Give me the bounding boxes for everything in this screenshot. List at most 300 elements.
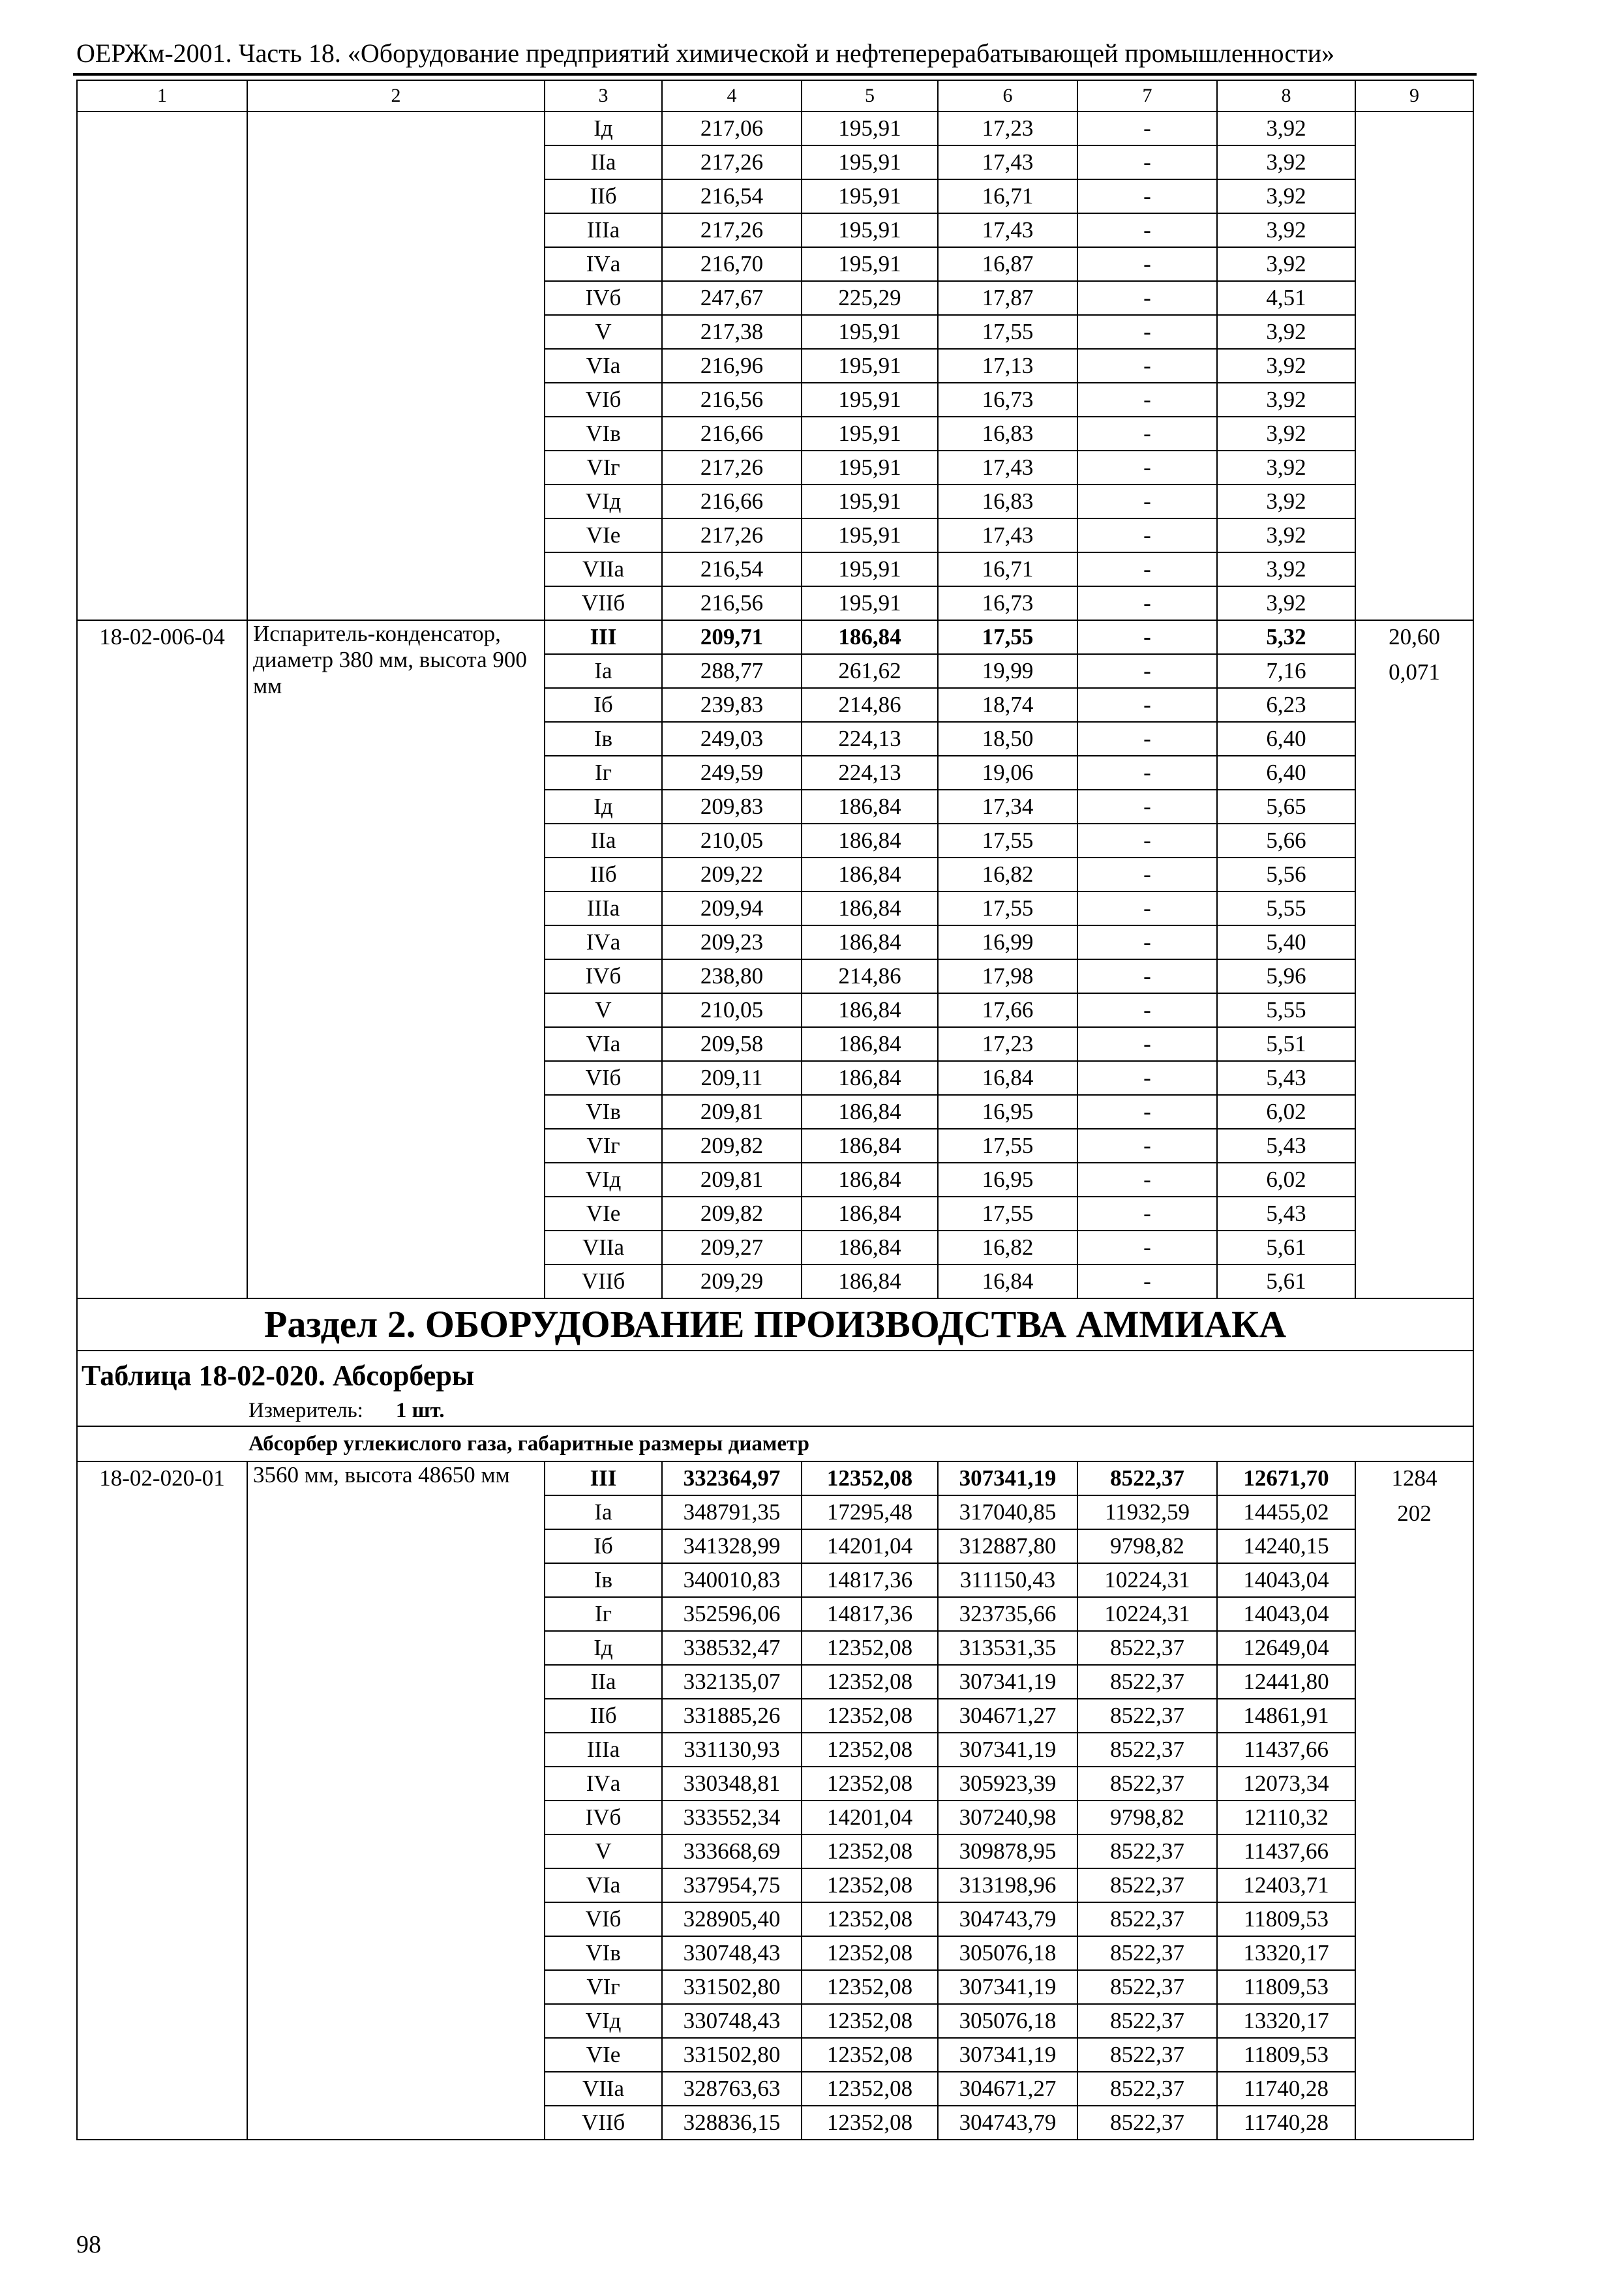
value-cell: 17,23: [938, 1027, 1077, 1061]
value-cell: 3,92: [1217, 552, 1355, 586]
value-cell: 225,29: [802, 281, 938, 315]
value-cell: 11809,53: [1217, 1902, 1355, 1936]
value-cell: 14201,04: [802, 1801, 938, 1834]
value-cell: -: [1077, 518, 1217, 552]
value-cell: 12352,08: [802, 2072, 938, 2106]
value-cell: 11809,53: [1217, 2038, 1355, 2072]
subheader: Абсорбер углекислого газа, габаритные размеры диаметр: [77, 1426, 1473, 1461]
value-cell: 247,67: [662, 281, 802, 315]
value-cell: 12649,04: [1217, 1631, 1355, 1665]
value-cell: -: [1077, 417, 1217, 451]
value-cell: 9798,82: [1077, 1529, 1217, 1563]
value-cell: 216,54: [662, 179, 802, 213]
value-cell: 195,91: [802, 417, 938, 451]
section-title: Раздел 2. ОБОРУДОВАНИЕ ПРОИЗВОДСТВА АММИАКА: [77, 1298, 1473, 1351]
value-cell: 12352,08: [802, 1767, 938, 1801]
value-cell: 12352,08: [802, 1699, 938, 1733]
value-cell: 304743,79: [938, 2106, 1077, 2140]
value-cell: 3,92: [1217, 145, 1355, 179]
value-cell: 217,26: [662, 518, 802, 552]
value-cell: 195,91: [802, 586, 938, 620]
value-cell: -: [1077, 112, 1217, 145]
value-cell: 305076,18: [938, 2004, 1077, 2038]
value-cell: 8522,37: [1077, 1834, 1217, 1868]
value-cell: 12352,08: [802, 1665, 938, 1699]
zone-cell: IIа: [545, 145, 662, 179]
value-cell: 307240,98: [938, 1801, 1077, 1834]
zone-cell: Iд: [545, 790, 662, 824]
value-cell: 12352,08: [802, 2106, 938, 2140]
value-cell: 340010,83: [662, 1563, 802, 1597]
zone-cell: IIIа: [545, 1733, 662, 1767]
value-cell: 186,84: [802, 1163, 938, 1197]
value-cell: -: [1077, 1027, 1217, 1061]
value-cell: 216,56: [662, 586, 802, 620]
value-cell: 216,54: [662, 552, 802, 586]
value-cell: 249,03: [662, 722, 802, 756]
value-cell: 224,13: [802, 756, 938, 790]
value-cell: 186,84: [802, 620, 938, 654]
zone-cell: IIа: [545, 1665, 662, 1699]
value-cell: 13320,17: [1217, 1936, 1355, 1970]
value-cell: 16,71: [938, 552, 1077, 586]
value-cell: 305923,39: [938, 1767, 1077, 1801]
zone-cell: VIд: [545, 1163, 662, 1197]
value-cell: -: [1077, 993, 1217, 1027]
zone-cell: VIб: [545, 1902, 662, 1936]
value-cell: 19,99: [938, 654, 1077, 688]
value-cell: 195,91: [802, 552, 938, 586]
value-cell: 18,50: [938, 722, 1077, 756]
value-cell: 14043,04: [1217, 1563, 1355, 1597]
value-cell: 10224,31: [1077, 1597, 1217, 1631]
zone-cell: VIг: [545, 451, 662, 485]
value-cell: 210,05: [662, 993, 802, 1027]
zone-cell: IIб: [545, 858, 662, 891]
zone-cell: IVб: [545, 1801, 662, 1834]
value-cell: 8522,37: [1077, 1868, 1217, 1902]
value-cell: 5,66: [1217, 824, 1355, 858]
value-cell: 216,70: [662, 247, 802, 281]
value-cell: -: [1077, 383, 1217, 417]
table-title: Таблица 18-02-020. Абсорберы: [82, 1360, 475, 1392]
value-cell: 348791,35: [662, 1495, 802, 1529]
value-cell: 16,71: [938, 179, 1077, 213]
value-cell: -: [1077, 925, 1217, 959]
value-cell: -: [1077, 722, 1217, 756]
zone-cell: IVа: [545, 247, 662, 281]
value-cell: 14043,04: [1217, 1597, 1355, 1631]
value-cell: 3,92: [1217, 383, 1355, 417]
value-cell: 12352,08: [802, 1631, 938, 1665]
column-number-row: [77, 80, 1473, 112]
value-cell: -: [1077, 349, 1217, 383]
value-cell: 5,51: [1217, 1027, 1355, 1061]
value-cell: 17,55: [938, 891, 1077, 925]
value-cell: 12441,80: [1217, 1665, 1355, 1699]
zone-cell: Iг: [545, 1597, 662, 1631]
zone-cell: III: [545, 1461, 662, 1495]
value-cell: 16,95: [938, 1163, 1077, 1197]
value-cell: 331502,80: [662, 2038, 802, 2072]
value-cell: 8522,37: [1077, 1902, 1217, 1936]
value-cell: 209,71: [662, 620, 802, 654]
value-cell: 328763,63: [662, 2072, 802, 2106]
zone-cell: VIв: [545, 417, 662, 451]
zone-cell: Iд: [545, 1631, 662, 1665]
zone-cell: IIIа: [545, 891, 662, 925]
zone-cell: IVа: [545, 925, 662, 959]
value-cell: 330348,81: [662, 1767, 802, 1801]
value-cell: 5,32: [1217, 620, 1355, 654]
value-cell: 338532,47: [662, 1631, 802, 1665]
value-cell: 12352,08: [802, 1970, 938, 2004]
table-row: [77, 112, 1473, 145]
value-cell: 312887,80: [938, 1529, 1077, 1563]
column-number: 6: [938, 80, 1077, 112]
value-cell: 12352,08: [802, 1936, 938, 1970]
value-cell: 217,06: [662, 112, 802, 145]
name-cell: Испаритель-конденсатор, диаметр 380 мм, высота 900 мм: [247, 620, 545, 1298]
value-cell: 239,83: [662, 688, 802, 722]
value-cell: 3,92: [1217, 213, 1355, 247]
value-cell: 261,62: [802, 654, 938, 688]
name-cell: 3560 мм, высота 48650 мм: [247, 1461, 545, 2140]
value-cell: 209,81: [662, 1163, 802, 1197]
value-cell: 209,82: [662, 1129, 802, 1163]
zone-cell: VIд: [545, 485, 662, 518]
value-cell: 195,91: [802, 112, 938, 145]
zone-cell: VIв: [545, 1095, 662, 1129]
value-cell: 195,91: [802, 518, 938, 552]
value-cell: 186,84: [802, 1095, 938, 1129]
value-cell: 17,55: [938, 1197, 1077, 1231]
value-cell: -: [1077, 213, 1217, 247]
value-cell: 12352,08: [802, 1902, 938, 1936]
value-cell: 12352,08: [802, 1461, 938, 1495]
value-cell: 17,43: [938, 213, 1077, 247]
zone-cell: Iд: [545, 112, 662, 145]
value-cell: 249,59: [662, 756, 802, 790]
zone-cell: Iа: [545, 1495, 662, 1529]
value-cell: 195,91: [802, 145, 938, 179]
col9-value: 202: [1397, 1500, 1432, 1526]
value-cell: 330748,43: [662, 1936, 802, 1970]
table-title-cell: [77, 1351, 1473, 1426]
value-cell: 195,91: [802, 383, 938, 417]
zone-cell: Iв: [545, 722, 662, 756]
value-cell: 352596,06: [662, 1597, 802, 1631]
value-cell: 8522,37: [1077, 1631, 1217, 1665]
value-cell: 14240,15: [1217, 1529, 1355, 1563]
value-cell: -: [1077, 1264, 1217, 1298]
value-cell: 12352,08: [802, 1733, 938, 1767]
value-cell: 8522,37: [1077, 1461, 1217, 1495]
column-number: 1: [77, 80, 247, 112]
value-cell: 210,05: [662, 824, 802, 858]
value-cell: 10224,31: [1077, 1563, 1217, 1597]
col9-cell: [1355, 620, 1473, 1298]
value-cell: -: [1077, 620, 1217, 654]
value-cell: -: [1077, 552, 1217, 586]
col9-cell: [1355, 112, 1473, 620]
value-cell: 14861,91: [1217, 1699, 1355, 1733]
value-cell: 14817,36: [802, 1597, 938, 1631]
code-cell: 18-02-020-01: [77, 1461, 247, 2140]
value-cell: 331502,80: [662, 1970, 802, 2004]
value-cell: 311150,43: [938, 1563, 1077, 1597]
value-cell: 209,94: [662, 891, 802, 925]
value-cell: 333552,34: [662, 1801, 802, 1834]
value-cell: 333668,69: [662, 1834, 802, 1868]
value-cell: 5,61: [1217, 1231, 1355, 1264]
zone-cell: VIв: [545, 1936, 662, 1970]
value-cell: 4,51: [1217, 281, 1355, 315]
value-cell: -: [1077, 688, 1217, 722]
value-cell: 16,82: [938, 858, 1077, 891]
value-cell: 186,84: [802, 1027, 938, 1061]
value-cell: 17,23: [938, 112, 1077, 145]
zone-cell: VIа: [545, 349, 662, 383]
value-cell: 186,84: [802, 1231, 938, 1264]
value-cell: 11437,66: [1217, 1834, 1355, 1868]
value-cell: 6,40: [1217, 722, 1355, 756]
value-cell: -: [1077, 247, 1217, 281]
value-cell: 16,84: [938, 1061, 1077, 1095]
value-cell: 12352,08: [802, 1834, 938, 1868]
value-cell: -: [1077, 790, 1217, 824]
col9-cell: [1355, 1461, 1473, 2140]
zone-cell: VIд: [545, 2004, 662, 2038]
value-cell: 5,56: [1217, 858, 1355, 891]
value-cell: 16,82: [938, 1231, 1077, 1264]
zone-cell: III: [545, 620, 662, 654]
value-cell: 331885,26: [662, 1699, 802, 1733]
value-cell: 9798,82: [1077, 1801, 1217, 1834]
value-cell: 8522,37: [1077, 1733, 1217, 1767]
column-number: 3: [545, 80, 662, 112]
value-cell: 12352,08: [802, 2004, 938, 2038]
value-cell: 3,92: [1217, 518, 1355, 552]
col9-value: 1284: [1391, 1465, 1437, 1491]
value-cell: 8522,37: [1077, 2038, 1217, 2072]
value-cell: -: [1077, 281, 1217, 315]
value-cell: 3,92: [1217, 112, 1355, 145]
value-cell: 288,77: [662, 654, 802, 688]
value-cell: 209,29: [662, 1264, 802, 1298]
value-cell: 17295,48: [802, 1495, 938, 1529]
value-cell: -: [1077, 485, 1217, 518]
value-cell: 209,83: [662, 790, 802, 824]
value-cell: 186,84: [802, 1264, 938, 1298]
value-cell: 17,34: [938, 790, 1077, 824]
value-cell: 217,26: [662, 145, 802, 179]
value-cell: 7,16: [1217, 654, 1355, 688]
value-cell: 16,73: [938, 383, 1077, 417]
value-cell: 323735,66: [938, 1597, 1077, 1631]
value-cell: 14817,36: [802, 1563, 938, 1597]
value-cell: -: [1077, 858, 1217, 891]
value-cell: -: [1077, 1129, 1217, 1163]
value-cell: 209,23: [662, 925, 802, 959]
col9-value: 0,071: [1389, 659, 1440, 685]
value-cell: 16,83: [938, 485, 1077, 518]
value-cell: -: [1077, 586, 1217, 620]
value-cell: 186,84: [802, 1129, 938, 1163]
value-cell: 8522,37: [1077, 1970, 1217, 2004]
value-cell: 209,82: [662, 1197, 802, 1231]
value-cell: 3,92: [1217, 315, 1355, 349]
value-cell: 317040,85: [938, 1495, 1077, 1529]
value-cell: 17,55: [938, 620, 1077, 654]
value-cell: -: [1077, 756, 1217, 790]
table-row: [77, 620, 1473, 654]
value-cell: 216,96: [662, 349, 802, 383]
value-cell: 17,43: [938, 145, 1077, 179]
value-cell: 6,02: [1217, 1095, 1355, 1129]
zone-cell: V: [545, 1834, 662, 1868]
zone-cell: V: [545, 993, 662, 1027]
value-cell: 238,80: [662, 959, 802, 993]
column-number: 5: [802, 80, 938, 112]
zone-cell: IIIа: [545, 213, 662, 247]
value-cell: 8522,37: [1077, 2106, 1217, 2140]
value-cell: 6,40: [1217, 756, 1355, 790]
value-cell: 5,40: [1217, 925, 1355, 959]
value-cell: 195,91: [802, 179, 938, 213]
value-cell: 12073,34: [1217, 1767, 1355, 1801]
value-cell: -: [1077, 315, 1217, 349]
value-cell: 17,43: [938, 451, 1077, 485]
value-cell: 11809,53: [1217, 1970, 1355, 2004]
zone-cell: IIб: [545, 179, 662, 213]
value-cell: 209,58: [662, 1027, 802, 1061]
value-cell: 11437,66: [1217, 1733, 1355, 1767]
value-cell: 17,43: [938, 518, 1077, 552]
value-cell: 214,86: [802, 959, 938, 993]
value-cell: 186,84: [802, 993, 938, 1027]
value-cell: 14201,04: [802, 1529, 938, 1563]
value-cell: 5,43: [1217, 1129, 1355, 1163]
value-cell: 195,91: [802, 349, 938, 383]
header-rule: [73, 73, 1477, 76]
zone-cell: VIе: [545, 2038, 662, 2072]
value-cell: 224,13: [802, 722, 938, 756]
value-cell: 186,84: [802, 790, 938, 824]
running-header: ОЕРЖм-2001. Часть 18. «Оборудование предприятий химической и нефтеперерабатывающей промышленности»: [76, 38, 1335, 68]
value-cell: 309878,95: [938, 1834, 1077, 1868]
value-cell: 304671,27: [938, 2072, 1077, 2106]
value-cell: 209,81: [662, 1095, 802, 1129]
value-cell: 16,73: [938, 586, 1077, 620]
value-cell: 13320,17: [1217, 2004, 1355, 2038]
value-cell: 16,84: [938, 1264, 1077, 1298]
value-cell: 186,84: [802, 1197, 938, 1231]
value-cell: -: [1077, 1197, 1217, 1231]
value-cell: 17,66: [938, 993, 1077, 1027]
column-number: 4: [662, 80, 802, 112]
value-cell: 3,92: [1217, 349, 1355, 383]
value-cell: 16,83: [938, 417, 1077, 451]
value-cell: 17,98: [938, 959, 1077, 993]
value-cell: 195,91: [802, 247, 938, 281]
table-title-row: [77, 1351, 1473, 1426]
value-cell: 3,92: [1217, 586, 1355, 620]
value-cell: 307341,19: [938, 1733, 1077, 1767]
value-cell: 11740,28: [1217, 2106, 1355, 2140]
value-cell: 307341,19: [938, 1970, 1077, 2004]
page-number: 98: [76, 2231, 101, 2258]
zone-cell: IVа: [545, 1767, 662, 1801]
value-cell: 313198,96: [938, 1868, 1077, 1902]
value-cell: 3,92: [1217, 451, 1355, 485]
value-cell: 16,95: [938, 1095, 1077, 1129]
value-cell: 186,84: [802, 824, 938, 858]
value-cell: -: [1077, 451, 1217, 485]
value-cell: 12352,08: [802, 2038, 938, 2072]
name-cell: [247, 112, 545, 620]
column-number: 8: [1217, 80, 1355, 112]
zone-cell: Iв: [545, 1563, 662, 1597]
value-cell: 341328,99: [662, 1529, 802, 1563]
value-cell: 195,91: [802, 213, 938, 247]
value-cell: 5,43: [1217, 1061, 1355, 1095]
value-cell: 304743,79: [938, 1902, 1077, 1936]
value-cell: 3,92: [1217, 247, 1355, 281]
value-cell: 337954,75: [662, 1868, 802, 1902]
value-cell: 8522,37: [1077, 1665, 1217, 1699]
zone-cell: Iг: [545, 756, 662, 790]
value-cell: -: [1077, 891, 1217, 925]
value-cell: 8522,37: [1077, 1699, 1217, 1733]
column-number: 9: [1355, 80, 1473, 112]
column-number: 2: [247, 80, 545, 112]
zone-cell: VIе: [545, 518, 662, 552]
value-cell: 18,74: [938, 688, 1077, 722]
zone-cell: VIIб: [545, 1264, 662, 1298]
value-cell: 217,26: [662, 451, 802, 485]
zone-cell: IVб: [545, 281, 662, 315]
value-cell: 17,55: [938, 1129, 1077, 1163]
value-cell: 186,84: [802, 891, 938, 925]
value-cell: 12352,08: [802, 1868, 938, 1902]
value-cell: -: [1077, 1061, 1217, 1095]
value-cell: 3,92: [1217, 417, 1355, 451]
value-cell: 195,91: [802, 485, 938, 518]
value-cell: 12110,32: [1217, 1801, 1355, 1834]
value-cell: -: [1077, 1163, 1217, 1197]
zone-cell: VIа: [545, 1868, 662, 1902]
section-row: [77, 1298, 1473, 1351]
zone-cell: VIIа: [545, 1231, 662, 1264]
value-cell: 11740,28: [1217, 2072, 1355, 2106]
value-cell: 216,66: [662, 417, 802, 451]
value-cell: -: [1077, 1231, 1217, 1264]
value-cell: 307341,19: [938, 1665, 1077, 1699]
value-cell: 6,23: [1217, 688, 1355, 722]
value-cell: 17,55: [938, 315, 1077, 349]
value-cell: -: [1077, 824, 1217, 858]
value-cell: 217,26: [662, 213, 802, 247]
zone-cell: VIе: [545, 1197, 662, 1231]
zone-cell: VIб: [545, 1061, 662, 1095]
measure-label: Измеритель:: [248, 1399, 363, 1422]
value-cell: 307341,19: [938, 2038, 1077, 2072]
zone-cell: IIа: [545, 824, 662, 858]
value-cell: 3,92: [1217, 485, 1355, 518]
value-cell: 332135,07: [662, 1665, 802, 1699]
value-cell: -: [1077, 654, 1217, 688]
